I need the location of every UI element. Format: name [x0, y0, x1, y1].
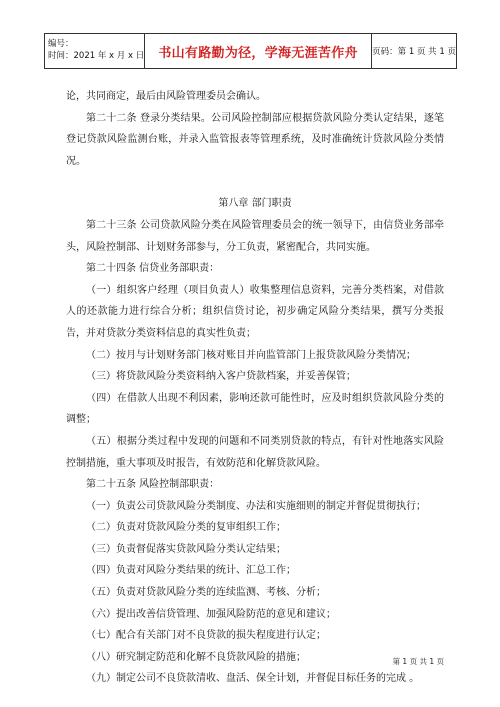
article-24-item-4: （四）在借款人出现不利因素，影响还款可能性时，应及时组织贷款风险分类的调整；	[66, 392, 444, 426]
chapter-heading: 第八章 部门职责	[218, 198, 292, 210]
article-25-item-1: （一）负责公司贷款风险分类制度、办法和实施细则的制定并督促贯彻执行；	[86, 500, 426, 512]
article-24-item-5: （五）根据分类过程中发现的问题和不同类别贷款的特点，有针对性地落实风险控制措施，重大事项及时报告，有效防范和化解贷款风险。	[66, 435, 444, 469]
article-24-item-3: （三）将贷款风险分类资料纳入客户贷款档案，并妥善保管；	[86, 371, 356, 383]
article-25-item-4: （四）负责对风险分类结果的统计、汇总工作；	[86, 565, 296, 577]
page-footer: 第 1 页 共 1 页	[392, 657, 444, 666]
time-label: 时间：2021 年 x 月 x 日	[48, 51, 145, 61]
document-header	[44, 33, 457, 69]
article-22: 第二十二条 登录分类结果。公司风险控制部应根据贷款风险分类认定结果，逐笔登记贷款风险监测台账，并录入监管报表等管理系统，及时准确统计贷款风险分类情况。	[66, 112, 444, 167]
article-25-item-2: （二）负责对贷款风险分类的复审组织工作；	[86, 522, 286, 534]
header-info-cell	[45, 34, 145, 68]
article-25-item-8: （八）研究制定防范和化解不良贷款风险的措施；	[86, 651, 306, 663]
article-24-item-2: （二）按月与计划财务部门核对账目并向监管部门上报贷款风险分类情况；	[86, 349, 416, 361]
article-23: 第二十三条 公司贷款风险分类在风险管理委员会的统一领导下，由信贷业务部牵头，风险控制部、计划财务部参与，分工负责，紧密配合，共同实施。	[66, 219, 444, 253]
article-25-item-7: （七）配合有关部门对不良贷款的损失程度进行认定；	[86, 630, 326, 642]
article-24-item-1: （一）组织客户经理（项目负责人）收集整理信息资料，完善分类档案，对借款人的还款能力进行综合分析；组织信贷讨论，初步确定风险分类结果，撰写分类报告，并对贷款分类资料信息的真实性负责；	[66, 284, 444, 339]
article-25: 第二十五条 风险控制部职责：	[86, 479, 220, 491]
article-24: 第二十四条 信贷业务部职责：	[86, 263, 220, 275]
paragraph-continued: 论，共同商定，最后由风险管理委员会确认。	[66, 91, 266, 102]
article-25-item-3: （三）负责督促落实贷款风险分类认定结果；	[86, 543, 286, 555]
header-motto: 书山有路勤为径，学海无涯苦作舟	[145, 34, 372, 68]
article-25-item-9: （九）制定公司不良贷款清收、盘活、保全计划，并督促目标任务的完成 。	[86, 673, 420, 685]
header-page-label: 页码：第 1 页 共 1 页	[372, 47, 456, 57]
article-25-item-5: （五）负责对贷款风险分类的连续监测、考核、分析；	[86, 587, 326, 599]
doc-number-label: 编号：	[48, 39, 74, 49]
document-body	[66, 86, 444, 690]
article-25-item-6: （六）提出改善信贷管理、加强风险防范的意见和建议；	[86, 608, 336, 620]
